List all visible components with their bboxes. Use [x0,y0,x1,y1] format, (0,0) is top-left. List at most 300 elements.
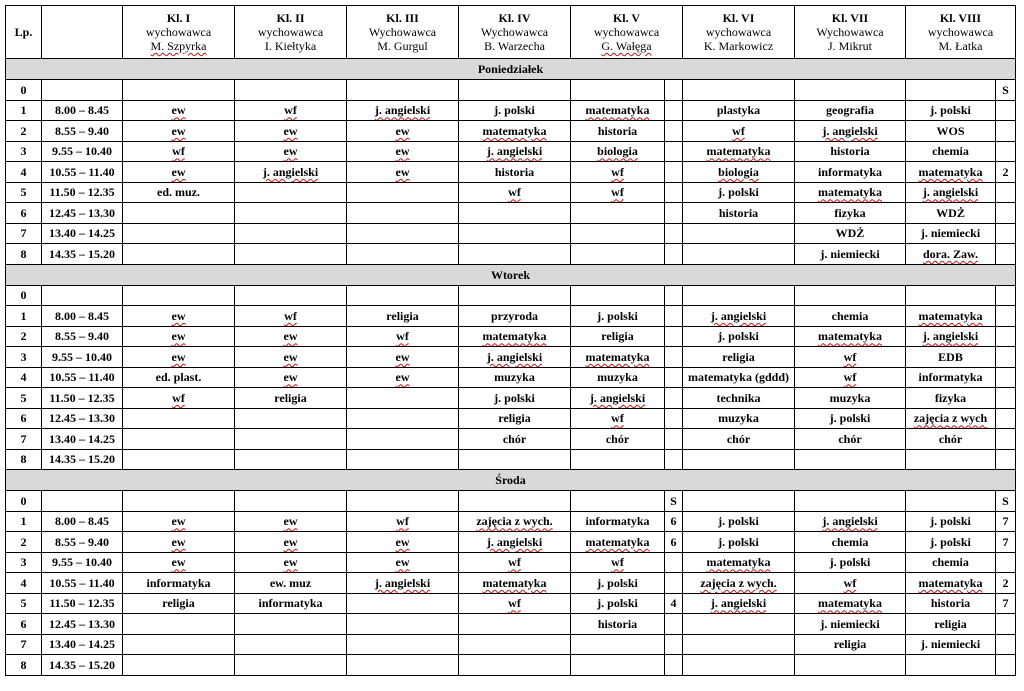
lesson-cell: ew [235,121,347,142]
lesson-cell [459,203,571,224]
lesson-cell: matematyka [795,326,906,347]
lesson-time: 11.50 – 12.35 [42,182,123,203]
lesson-time: 13.40 – 14.25 [42,634,123,655]
room-cell [665,429,683,450]
room-cell [996,552,1016,573]
lesson-cell: geografia [795,100,906,121]
class-header [795,6,906,59]
lesson-row [6,614,1016,635]
room-cell [665,347,683,368]
room-cell [996,449,1016,470]
lesson-cell: matematyka [795,182,906,203]
room-cell: 4 [665,593,683,614]
timetable [5,5,1016,676]
lesson-cell [123,223,235,244]
lesson-cell: matematyka (gddd) [683,367,795,388]
lesson-cell: ed. muz. [123,182,235,203]
lesson-cell: matematyka [459,326,571,347]
lesson-cell [123,449,235,470]
lesson-number: 2 [6,532,42,553]
lesson-number: 4 [6,367,42,388]
lesson-row [6,655,1016,676]
lesson-cell [347,634,459,655]
room-cell [665,326,683,347]
lesson-cell: j. angielski [683,306,795,327]
room-cell [996,326,1016,347]
lesson-cell [235,80,347,101]
lesson-cell [235,244,347,265]
room-cell: S [665,491,683,512]
lesson-time: 9.55 – 10.40 [42,141,123,162]
lesson-row [6,223,1016,244]
lesson-cell: matematyka [571,532,665,553]
lesson-cell [123,203,235,224]
day-row [6,470,1016,491]
lesson-cell: chemia [906,141,996,162]
lesson-cell: technika [683,388,795,409]
class-name: Kl. I [166,11,191,25]
lesson-cell [571,203,665,224]
lesson-cell [683,614,795,635]
lesson-cell: j. polski [571,306,665,327]
lesson-cell [683,244,795,265]
lesson-cell [123,491,235,512]
lesson-cell: zajęcia z wych [906,408,996,429]
lesson-cell: religia [123,593,235,614]
lesson-cell: informatyka [795,162,906,183]
room-cell [665,80,683,101]
lesson-cell [571,80,665,101]
lesson-cell [347,429,459,450]
lesson-row [6,285,1016,306]
lesson-cell [683,655,795,676]
lesson-cell [459,614,571,635]
lesson-cell [235,449,347,470]
lesson-cell: historia [906,593,996,614]
lesson-cell [906,80,996,101]
lesson-cell: ew [235,511,347,532]
day-row [6,264,1016,285]
class-name: Kl. IV [498,11,531,25]
lesson-row [6,162,1016,183]
lesson-cell: wf [459,593,571,614]
lesson-time [42,80,123,101]
lesson-row [6,326,1016,347]
lesson-cell: wf [347,326,459,347]
lesson-cell: j. polski [459,388,571,409]
lesson-cell: wf [123,388,235,409]
lesson-cell: historia [795,141,906,162]
lesson-row [6,408,1016,429]
lesson-cell [795,80,906,101]
lesson-cell: j. angielski [683,593,795,614]
lesson-cell [683,285,795,306]
lesson-cell: ew [235,141,347,162]
lesson-cell: matematyka [459,121,571,142]
lesson-number: 3 [6,141,42,162]
lesson-cell [459,449,571,470]
lesson-cell: ew [235,552,347,573]
lesson-cell [347,223,459,244]
lesson-row [6,367,1016,388]
lesson-cell: ew [123,552,235,573]
class-teacher: J. Mikrut [827,39,872,53]
lesson-time [42,285,123,306]
room-cell [996,285,1016,306]
class-header [235,6,347,59]
lesson-number: 5 [6,593,42,614]
lesson-cell: j. polski [683,326,795,347]
lesson-cell: j. angielski [795,511,906,532]
lesson-cell: ew [235,532,347,553]
lesson-row [6,449,1016,470]
room-cell: 6 [665,532,683,553]
room-cell [665,655,683,676]
lesson-cell: historia [683,203,795,224]
lesson-time: 14.35 – 15.20 [42,244,123,265]
lesson-number: 5 [6,388,42,409]
lesson-cell: religia [235,388,347,409]
class-name: Kl. V [612,11,641,25]
class-teacher: B. Warzecha [484,39,545,53]
lesson-number: 0 [6,491,42,512]
lesson-cell [123,614,235,635]
lesson-cell: chór [459,429,571,450]
lesson-time [42,491,123,512]
lesson-cell: ed. plast. [123,367,235,388]
lesson-row [6,552,1016,573]
lesson-number: 1 [6,306,42,327]
lesson-number: 6 [6,408,42,429]
lesson-cell: wf [459,552,571,573]
room-cell: 7 [996,511,1016,532]
class-header [906,6,1016,59]
class-teacher: K. Markowicz [703,39,774,53]
lesson-time: 8.55 – 9.40 [42,532,123,553]
room-cell [996,614,1016,635]
lesson-row [6,634,1016,655]
timetable-page [5,5,1016,676]
lesson-cell: religia [571,326,665,347]
lesson-cell [235,223,347,244]
lesson-cell [906,449,996,470]
lesson-cell: zajęcia z wych. [683,573,795,594]
lesson-time: 8.55 – 9.40 [42,121,123,142]
lesson-cell: matematyka [571,347,665,368]
lesson-number: 5 [6,182,42,203]
lesson-cell: j. angielski [347,100,459,121]
class-name: Kl. VI [722,11,755,25]
lesson-cell: j. angielski [571,388,665,409]
lesson-cell: wf [795,573,906,594]
lesson-number: 4 [6,573,42,594]
lesson-cell [235,408,347,429]
lesson-time: 8.00 – 8.45 [42,100,123,121]
room-cell [665,223,683,244]
lesson-cell: ew [123,121,235,142]
lesson-number: 7 [6,223,42,244]
lesson-cell [683,634,795,655]
lesson-number: 8 [6,655,42,676]
class-role: wychowawca [705,25,772,39]
room-cell [665,244,683,265]
room-cell [665,634,683,655]
lesson-cell: matematyka [459,573,571,594]
room-cell [996,429,1016,450]
lesson-cell [459,223,571,244]
lesson-row [6,532,1016,553]
room-cell [996,634,1016,655]
lesson-time: 8.00 – 8.45 [42,306,123,327]
lesson-cell: WDŻ [795,223,906,244]
lesson-cell [347,244,459,265]
lesson-number: 1 [6,100,42,121]
lesson-cell [795,655,906,676]
class-role: Wychowawca [480,25,549,39]
lesson-cell: wf [795,347,906,368]
lesson-cell [123,408,235,429]
lesson-row [6,429,1016,450]
class-teacher: G. Wałęga [601,39,652,53]
lesson-cell [347,491,459,512]
lesson-cell: biologia [683,162,795,183]
room-cell [996,182,1016,203]
lesson-cell: wf [571,182,665,203]
lesson-cell: religia [459,408,571,429]
lesson-cell: ew [235,347,347,368]
lesson-time: 12.45 – 13.30 [42,203,123,224]
lesson-number: 2 [6,121,42,142]
lesson-cell: wf [459,182,571,203]
lesson-cell: informatyka [123,573,235,594]
lesson-cell [123,634,235,655]
room-cell [665,141,683,162]
lesson-cell: j. angielski [235,162,347,183]
lesson-cell [235,285,347,306]
lesson-cell [571,449,665,470]
lesson-cell [123,655,235,676]
class-name: Kl. VIII [939,11,982,25]
lesson-cell [123,285,235,306]
lesson-cell: j. niemiecki [795,614,906,635]
room-cell [996,203,1016,224]
lesson-cell: wf [235,100,347,121]
room-cell: 7 [996,532,1016,553]
room-cell [665,449,683,470]
lesson-cell: j. polski [571,573,665,594]
lesson-cell: chemia [795,306,906,327]
lesson-cell: chemia [795,532,906,553]
lesson-cell: j. angielski [906,182,996,203]
lesson-cell: j. niemiecki [906,634,996,655]
lesson-cell [235,491,347,512]
lesson-cell: historia [571,614,665,635]
lesson-cell: j. angielski [459,347,571,368]
room-cell: S [996,491,1016,512]
lesson-cell: wf [683,121,795,142]
lesson-cell: plastyka [683,100,795,121]
room-cell [665,306,683,327]
lesson-cell: matematyka [795,593,906,614]
class-teacher: M. Gurgul [377,39,428,53]
lesson-cell: ew [123,100,235,121]
room-cell [665,100,683,121]
lesson-cell: ew [235,367,347,388]
lesson-cell: j. polski [906,100,996,121]
lesson-cell [347,614,459,635]
lesson-cell: j. angielski [906,326,996,347]
lesson-cell: religia [906,614,996,635]
lesson-number: 8 [6,244,42,265]
lesson-cell [235,182,347,203]
lesson-row [6,306,1016,327]
lesson-cell: ew [347,141,459,162]
lesson-cell: informatyka [906,367,996,388]
class-header [123,6,235,59]
class-role: wychowawca [593,25,660,39]
lesson-number: 3 [6,552,42,573]
lesson-cell [347,80,459,101]
lesson-cell [571,634,665,655]
room-cell [665,162,683,183]
lesson-row [6,80,1016,101]
lesson-cell: chór [571,429,665,450]
class-name: Kl. II [276,11,305,25]
class-teacher: M. Łatka [938,39,983,53]
class-teacher: M. Szpyrka [150,39,207,53]
lesson-cell: wf [235,306,347,327]
lesson-number: 0 [6,80,42,101]
lesson-cell [235,614,347,635]
lesson-cell: wf [571,408,665,429]
lesson-time: 9.55 – 10.40 [42,347,123,368]
lesson-cell: chór [683,429,795,450]
day-name: Środa [6,470,1016,491]
lesson-cell [683,491,795,512]
lesson-cell: j. angielski [347,573,459,594]
lesson-cell [347,655,459,676]
lesson-number: 7 [6,429,42,450]
lesson-number: 2 [6,326,42,347]
lesson-cell [459,491,571,512]
lesson-row [6,347,1016,368]
lesson-number: 8 [6,449,42,470]
lesson-cell [906,655,996,676]
lesson-time: 10.55 – 11.40 [42,162,123,183]
lesson-cell [235,203,347,224]
lesson-cell [347,203,459,224]
room-cell: 7 [996,593,1016,614]
lesson-cell: matematyka [683,552,795,573]
lesson-cell: religia [683,347,795,368]
lesson-cell: j. angielski [795,121,906,142]
lesson-cell [347,388,459,409]
room-cell [996,223,1016,244]
room-cell [996,141,1016,162]
lesson-cell: historia [571,121,665,142]
lesson-cell: j. polski [795,408,906,429]
lesson-number: 1 [6,511,42,532]
lesson-cell [459,80,571,101]
day-name: Poniedziałek [6,59,1016,80]
lesson-time: 12.45 – 13.30 [42,408,123,429]
lesson-row [6,491,1016,512]
lesson-number: 3 [6,347,42,368]
lesson-time: 10.55 – 11.40 [42,573,123,594]
room-cell [665,388,683,409]
room-cell [996,388,1016,409]
lesson-cell: wf [571,162,665,183]
lesson-cell [347,449,459,470]
lesson-time: 10.55 – 11.40 [42,367,123,388]
room-cell [996,244,1016,265]
lesson-cell [795,491,906,512]
lesson-cell [571,285,665,306]
lesson-cell: wf [347,511,459,532]
room-cell [996,306,1016,327]
lesson-cell: j. polski [906,532,996,553]
class-role: Wychowawca [368,25,437,39]
lesson-cell: ew [123,532,235,553]
room-cell [665,203,683,224]
lesson-cell: chór [795,429,906,450]
lesson-cell: j. polski [571,593,665,614]
day-row [6,59,1016,80]
lesson-cell: ew [123,511,235,532]
lesson-time: 13.40 – 14.25 [42,223,123,244]
lesson-cell: matematyka [906,306,996,327]
lesson-number: 7 [6,634,42,655]
lesson-cell: j. angielski [459,532,571,553]
lesson-cell: fizyka [906,388,996,409]
lesson-cell: ew [347,552,459,573]
lesson-cell [571,223,665,244]
lesson-number: 6 [6,203,42,224]
room-cell [665,285,683,306]
lesson-cell [795,285,906,306]
room-cell [665,121,683,142]
lesson-time: 11.50 – 12.35 [42,593,123,614]
lesson-cell: WOS [906,121,996,142]
lesson-cell [683,223,795,244]
lesson-cell [571,244,665,265]
lesson-time: 11.50 – 12.35 [42,388,123,409]
lesson-row [6,100,1016,121]
lesson-cell: ew [123,162,235,183]
lesson-cell: ew [347,532,459,553]
lesson-cell: matematyka [683,141,795,162]
lesson-cell: wf [571,552,665,573]
room-cell: 2 [996,162,1016,183]
lesson-cell [459,655,571,676]
lesson-cell: j. niemiecki [795,244,906,265]
lesson-cell: ew [347,121,459,142]
lesson-row [6,244,1016,265]
lesson-cell [123,429,235,450]
lesson-cell [347,408,459,429]
lesson-cell: wf [795,367,906,388]
lesson-number: 6 [6,614,42,635]
lesson-cell: religia [347,306,459,327]
lesson-number: 0 [6,285,42,306]
lesson-cell: muzyka [459,367,571,388]
lesson-cell [235,429,347,450]
lesson-cell: przyroda [459,306,571,327]
lesson-cell: ew [347,347,459,368]
lesson-row [6,141,1016,162]
lesson-cell [123,244,235,265]
lp-header: Lp. [6,6,42,59]
